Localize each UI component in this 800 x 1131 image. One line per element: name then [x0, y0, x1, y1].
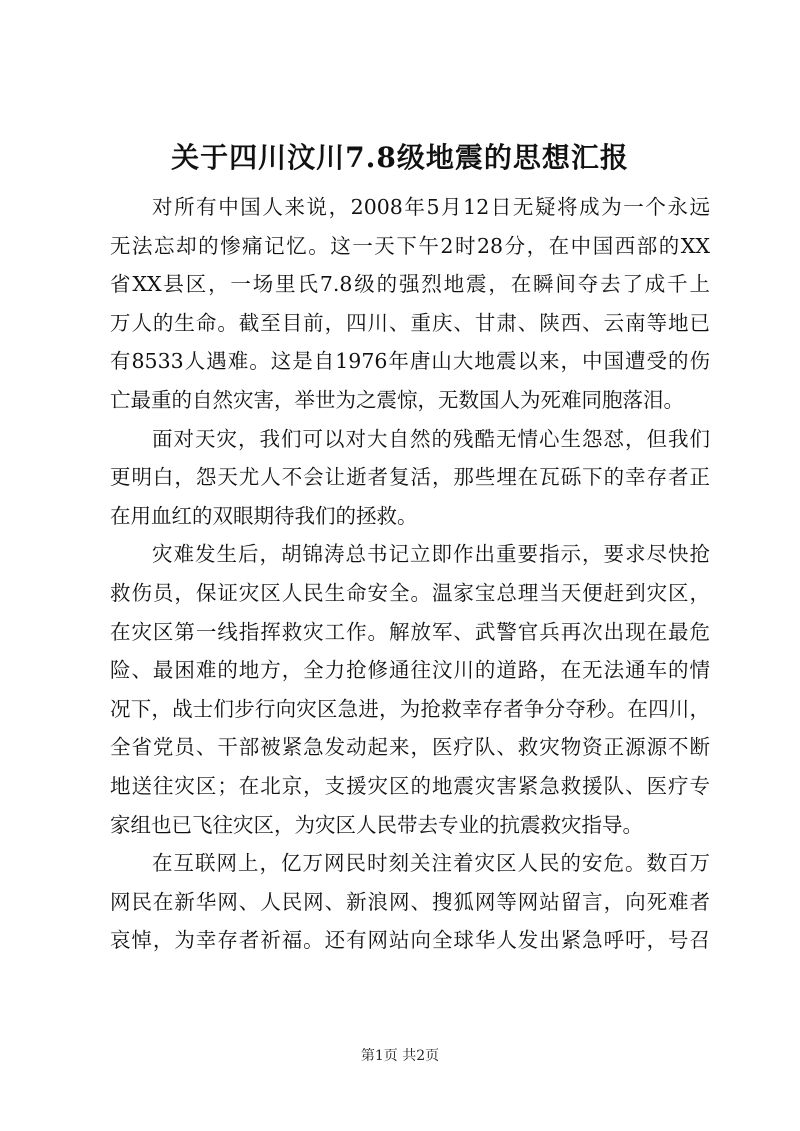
paragraph-2: [110, 420, 710, 536]
text-line: 在灾区第一线指挥救灾工作。解放军、武警官兵再次出现在最危: [110, 619, 710, 644]
text-line: 亡最重的自然灾害，举世为之震惊，无数国人为死难同胞落泪。: [110, 387, 684, 412]
text-line: 救伤员，保证灾区人民生命安全。温家宝总理当天便赶到灾区，: [110, 580, 710, 605]
text-line: 家组也已飞往灾区，为灾区人民带去专业的抗震救灾指导。: [110, 812, 643, 837]
paragraph-3: [110, 535, 710, 844]
text-line: 哀悼，为幸存者祈福。还有网站向全球华人发出紧急呼吁，号召: [110, 928, 710, 953]
text-line: 省XX县区，一场里氏7.8级的强烈地震，在瞬间夺去了成千上: [110, 272, 710, 297]
text-line: 更明白，怨天尤人不会让逝者复活，那些埋在瓦砾下的幸存者正: [110, 465, 710, 490]
text-line: 在互联网上，亿万网民时刻关注着灾区人民的安危。数百万: [152, 851, 710, 876]
text-line: 网民在新华网、人民网、新浪网、搜狐网等网站留言，向死难者: [110, 889, 710, 914]
paragraph-4: [110, 844, 710, 960]
text-line: 无法忘却的惨痛记忆。这一天下午2时28分，在中国西部的XX: [110, 233, 710, 258]
text-line: 险、最困难的地方，全力抢修通往汶川的道路，在无法通车的情: [110, 658, 710, 683]
text-line: 灾难发生后，胡锦涛总书记立即作出重要指示，要求尽快抢: [152, 542, 710, 567]
text-line: 有8533人遇难。这是自1976年唐山大地震以来，中国遭受的伤: [110, 349, 710, 374]
document-body: [110, 188, 710, 960]
document-title: 关于四川汶川7.8级地震的思想汇报: [171, 141, 629, 174]
text-line: 况下，战士们步行向灾区急进，为抢救幸存者争分夺秒。在四川，: [110, 696, 710, 721]
text-line: 在用血红的双眼期待我们的拯救。: [110, 503, 418, 528]
text-line: 全省党员、干部被紧急发动起来，医疗队、救灾物资正源源不断: [110, 735, 710, 760]
text-line: 地送往灾区；在北京，支援灾区的地震灾害紧急救援队、医疗专: [110, 773, 710, 798]
page-number-footer: 第1页 共2页: [360, 1048, 440, 1064]
text-line: 万人的生命。截至目前，四川、重庆、甘肃、陕西、云南等地已: [110, 310, 710, 335]
paragraph-1: [110, 188, 710, 420]
text-line: 面对天灾，我们可以对大自然的残酷无情心生怨怼，但我们: [152, 426, 710, 451]
text-line: 对所有中国人来说，2008年5月12日无疑将成为一个永远: [152, 195, 710, 219]
